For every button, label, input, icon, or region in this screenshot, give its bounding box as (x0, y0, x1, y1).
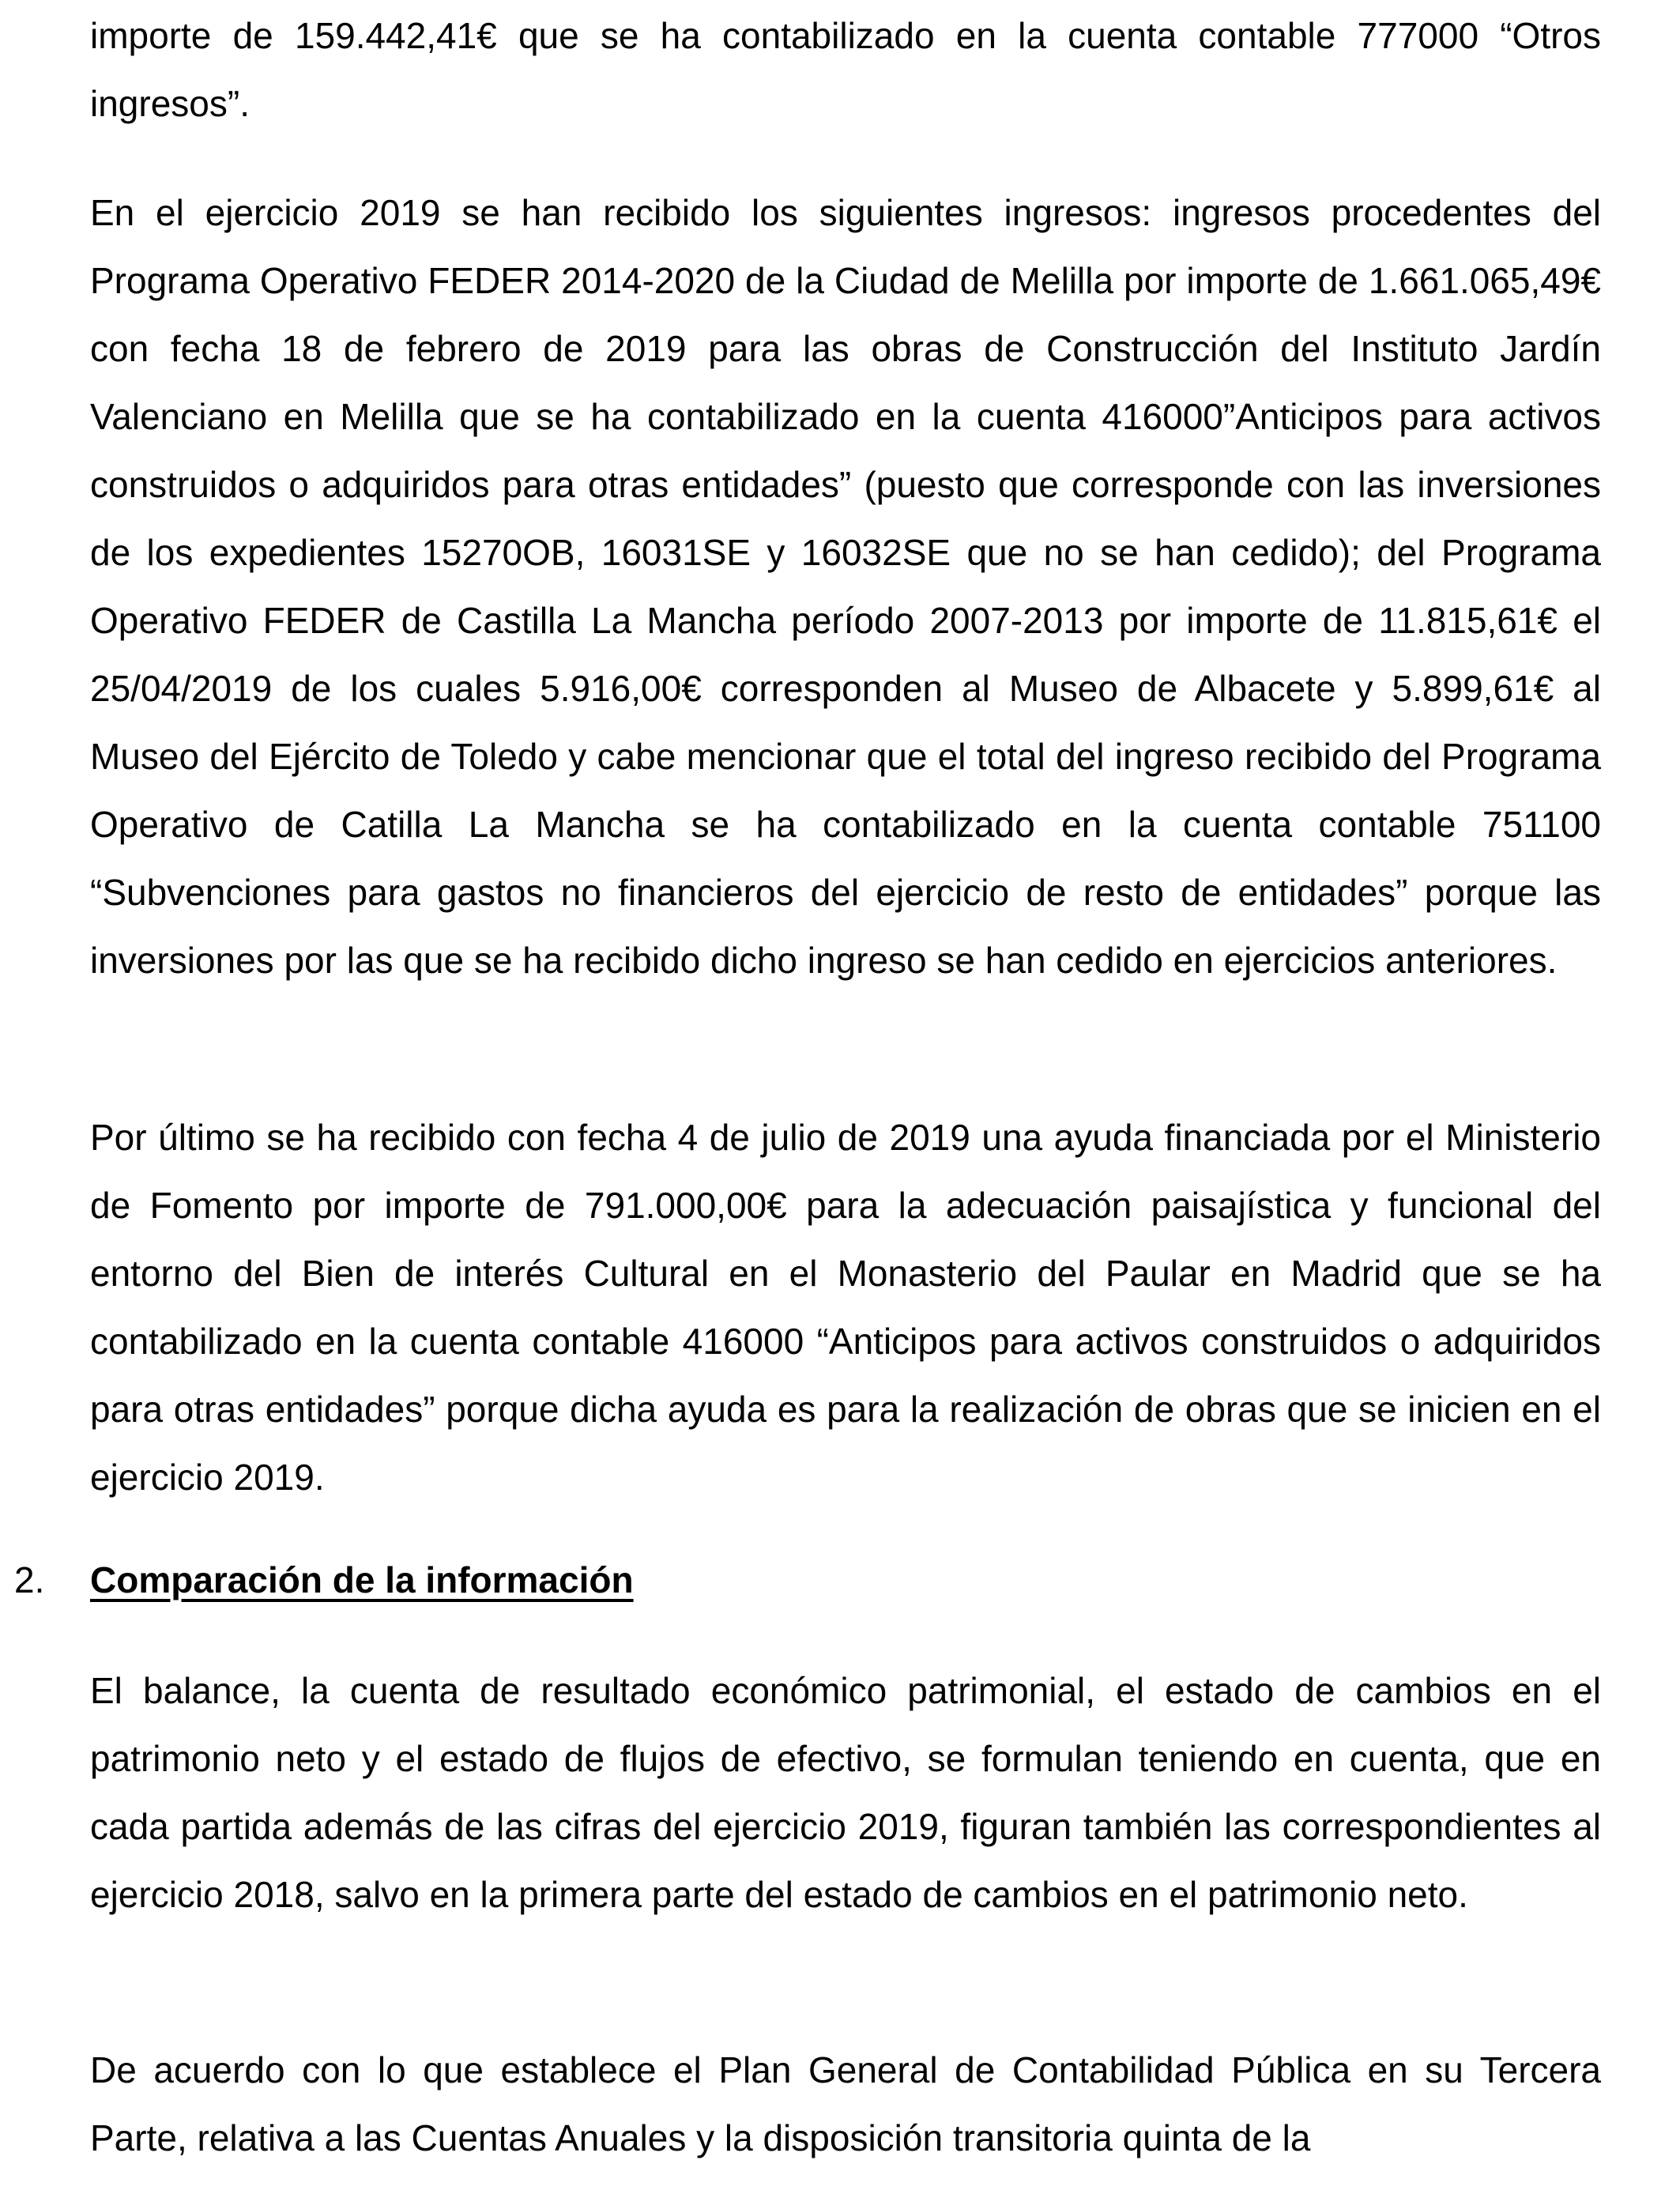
paragraph-1: importe de 159.442,41€ que se ha contabilizado en la cuenta contable 777000 “Otros ingresos”. (90, 15, 1601, 124)
section-heading (0, 1546, 1680, 1614)
paragraph-5: De acuerdo con lo que establece el Plan General de Contabilidad Pública en su Tercera Parte, relativa a las Cuentas Anuales y la disposición transitoria quinta de la (90, 2049, 1601, 2158)
section-number: 2. (14, 1559, 45, 1600)
paragraph-4: El balance, la cuenta de resultado económico patrimonial, el estado de cambios en el patrimonio neto y el estado de flujos de efectivo, se formulan teniendo en cuenta, que en cada partida además de las cifras del ejercicio 2019, figuran también las correspondientes al ejercicio 2018, salvo en la primera parte del estado de cambios en el patrimonio neto. (90, 1670, 1601, 1915)
section-title: Comparación de la información (90, 1559, 634, 1600)
paragraph-2: En el ejercicio 2019 se han recibido los siguientes ingresos: ingresos procedentes del Programa Operativo FEDER 2014-2020 de la Ciudad de Melilla por importe de 1.661.065,49€ con fecha 18 de febrero de 2019 para las obras de Construcción del Instituto Jardín Valenciano en Melilla que se ha contabilizado en la cuenta 416000”Anticipos para activos construidos o adquiridos para otras entidades” (puesto que corresponde con las inversiones de los expedientes 15270OB, 16031SE y 16032SE que no se han cedido); del Programa Operativo FEDER de Castilla La Mancha período 2007-2013 por importe de 11.815,61€ el 25/04/2019 de los cuales 5.916,00€ corresponden al Museo de Albacete y 5.899,61€ al Museo del Ejército de Toledo y cabe mencionar que el total del ingreso recibido del Programa Operativo de Catilla La Mancha se ha contabilizado en la cuenta contable 751100 “Subvenciones para gastos no financieros del ejercicio de resto de entidades” porque las inversiones por las que se ha recibido dicho ingreso se han cedido en ejercicios anteriores. (90, 192, 1601, 981)
paragraph-3: Por último se ha recibido con fecha 4 de julio de 2019 una ayuda financiada por el Ministerio de Fomento por importe de 791.000,00€ para la adecuación paisajística y funcional del entorno del Bien de interés Cultural en el Monasterio del Paular en Madrid que se ha contabilizado en la cuenta contable 416000 “Anticipos para activos construidos o adquiridos para otras entidades” porque dicha ayuda es para la realización de obras que se inicien en el ejercicio 2019. (90, 1117, 1601, 1498)
